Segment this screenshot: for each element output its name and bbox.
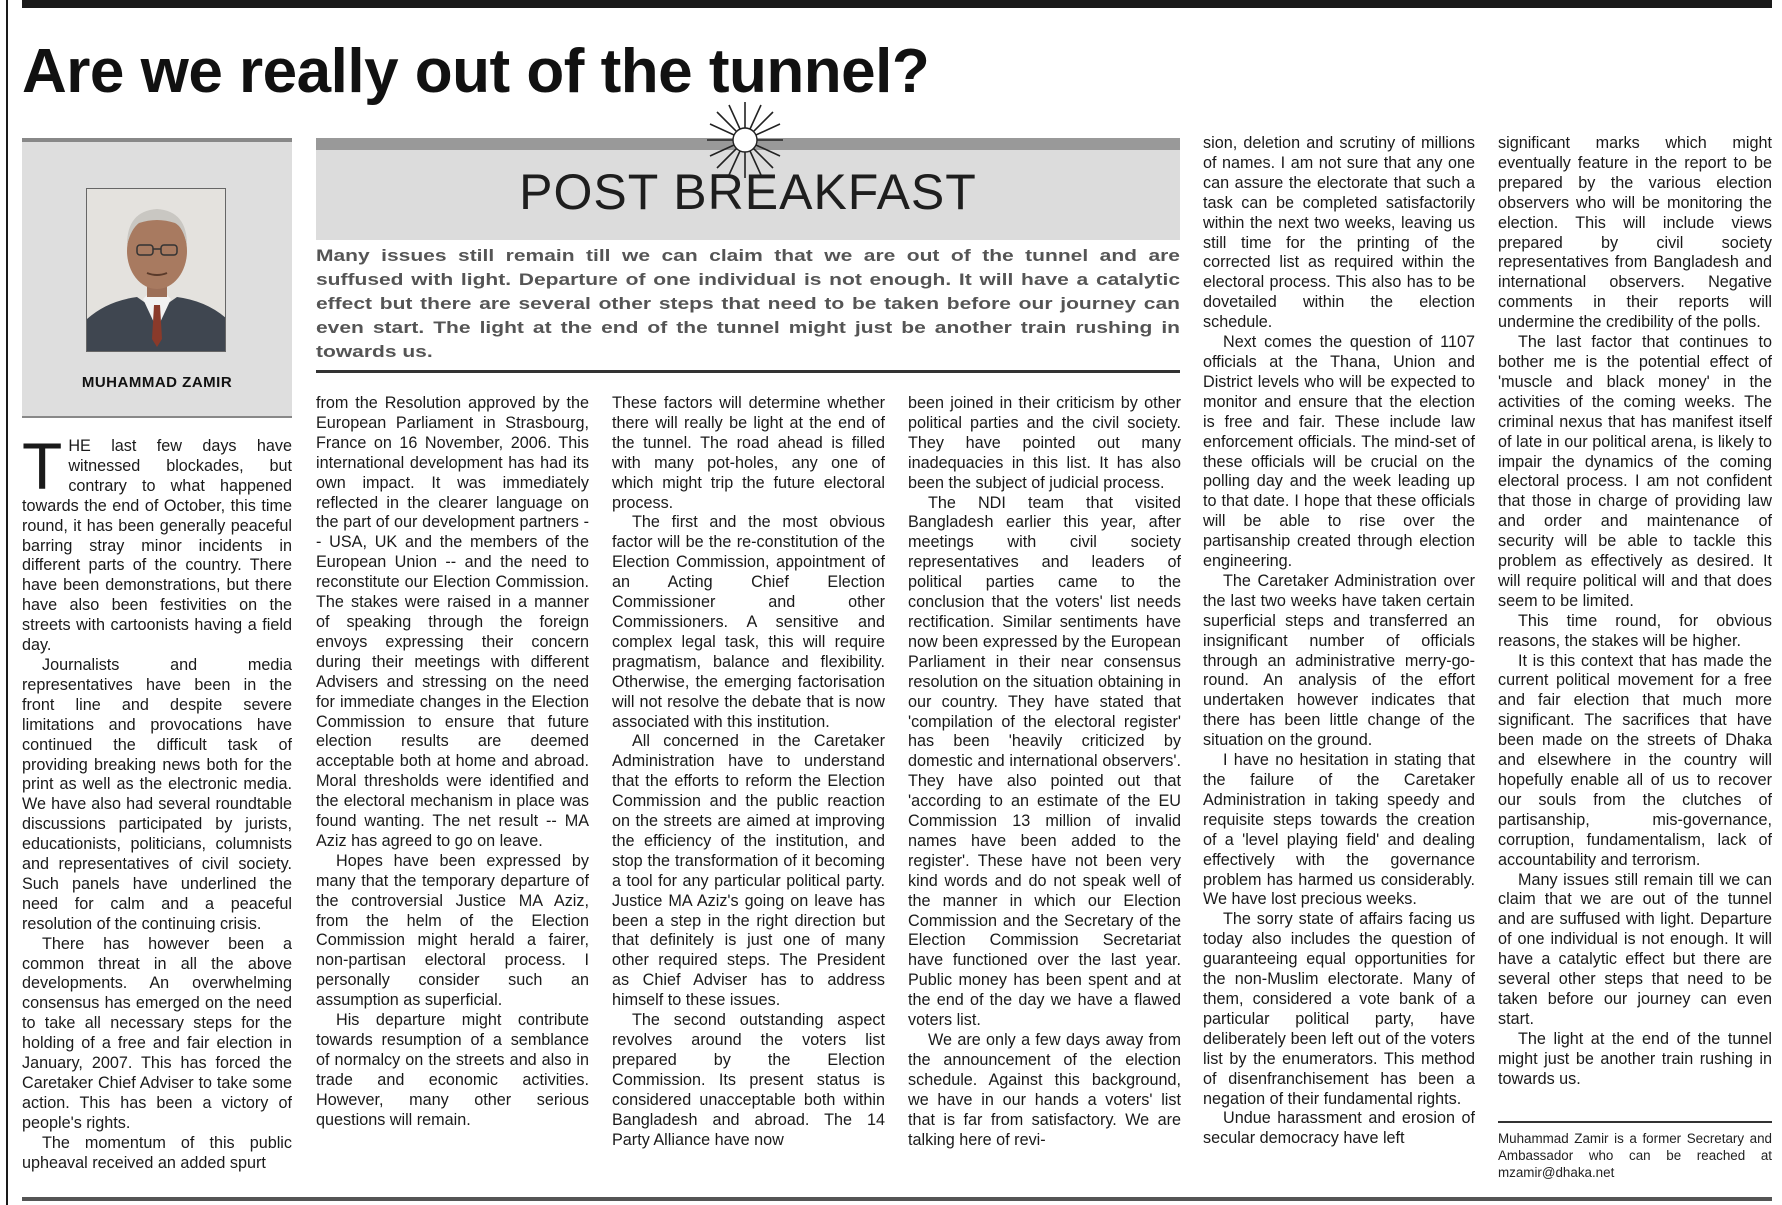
- article-paragraph: The momentum of this public upheaval received an added spurt: [22, 1133, 292, 1172]
- masthead-rule: [22, 0, 1772, 8]
- article-column-5: [1203, 134, 1475, 1189]
- article-paragraph: The first and the most obvious factor will be the re-constitution of the Election Commission, appointment of an Acting Chief Election Commissioner and other Commissioners. A sensitive and complex legal task, this will require pragmatism, balance and flexibility. Otherwise, the emerging factorisation will not resolve the debate that is now associated with this institution.: [612, 513, 885, 731]
- article-paragraph: We are only a few days away from the announcement of the election schedule. Against this background, we have in our hands a voters' list that is far from satisfactory. We are talking here of revi-: [908, 1031, 1181, 1149]
- article-paragraph: The sorry state of affairs facing us today also includes the question of guaranteeing equal opportunities for the non-Muslim electorate. Many of them, considered a vote bank of a particular political party, have deliberately been left out of the voters list by the enumerators. This method of disenfranchisement has been a negation of their fundamental rights.: [1203, 910, 1475, 1108]
- article-column-4: [908, 394, 1181, 1189]
- article-paragraph: Next comes the question of 1107 officials at the Thana, Union and District levels who will be expected to monitor and ensure that the election is free and fair. These include law enforcement officials. The mind-set of these officials will be crucial on the polling day and the week leading up to that date. I hope that these officials will be able to rise over the partisanship created through election engineering.: [1203, 333, 1475, 571]
- article-paragraph: I have no hesitation in stating that the failure of the Caretaker Administration in taking speedy and requisite steps towards the creation of a 'level playing field' and dealing effectively with the governance problem has harmed us considerably. We have lost precious weeks.: [1203, 751, 1475, 909]
- article-paragraph: The NDI team that visited Bangladesh earlier this year, after meetings with civil society representatives and leaders of political parties came to the conclusion that the voters' list needs rectification. Similar sentiments have now been expressed by the European Parliament in their near consensus resolution on the situation obtaining in our country. They have stated that 'compilation of the electoral register' has been 'heavily criticized by domestic and international observers'. They have also pointed out that 'according to an estimate of the EU Commission 13 million of invalid names have been added to the register'. These have not been very kind words and do not speak well of the manner in which our Election Commission and the Secretary of the Election Commission Secretariat have functioned over the last year. Public money has been spent and at the end of the day we have a flawed voters list.: [908, 493, 1181, 1030]
- author-bio: Muhammad Zamir is a former Secretary and Ambassador who can be reached at mzamir@dhaka.net: [1498, 1131, 1772, 1180]
- article-paragraph: The last factor that continues to bother me is the potential effect of 'muscle and black money' in the activities of the coming weeks. The criminal nexus that has manifest itself of late in our political arena, is likely to impair the dynamics of the coming electoral process. I am not confident that those in charge of providing law and order and maintenance of security will be able to tackle this problem as effectively as desired. It will require political will and that does seem to be limited.: [1498, 333, 1772, 610]
- article-column-2: [316, 394, 589, 1189]
- article-paragraph: from the Resolution approved by the European Parliament in Strasbourg, France on 16 November, 2006. This international development has had its own impact. It was immediately reflected in the clearer language on the part of our development partners -- USA, UK and the members of the European Union -- and the need to reconstitute our Election Commission. The stakes were raised in a manner of speaking through the foreign envoys expressing their concern during their meetings with different Advisers and stressing on the need for immediate changes in the Election Commission to ensure that future election results are deemed acceptable both at home and abroad. Moral thresholds were identified and the electoral mechanism in place was found wanting. The net result -- MA Aziz has agreed to go on leave.: [316, 394, 589, 850]
- article-paragraph: Undue harassment and erosion of secular democracy have left: [1203, 1109, 1475, 1148]
- deck-rule: [316, 370, 1180, 373]
- article-paragraph: All concerned in the Caretaker Administration have to understand that the efforts to reform the Election Commission and the public reaction on the streets are aimed at improving the efficiency of the institution, and stop the transformation of it becoming a tool for any particular political party. Justice MA Aziz's going on leave has been a step in the right direction but that definitely is just one of many other required steps. The President as Chief Adviser has to address himself to these issues.: [612, 732, 885, 1010]
- article-paragraph: This time round, for obvious reasons, the stakes will be higher.: [1498, 611, 1772, 650]
- deck-summary: Many issues still remain till we can claim that we are out of the tunnel and are suffused with light. Departure of one individual is not enough. It will have a catalytic effect but there are several other steps that need to be taken before our journey can even start. The light at the end of the tunnel might just be another train rushing in towards us.: [316, 246, 1180, 361]
- article-column-1: [22, 437, 292, 1189]
- article-column-3: [612, 394, 885, 1189]
- starburst-icon: [705, 100, 785, 180]
- article-paragraph: been joined in their criticism by other political parties and the civil society. They have pointed out many inadequacies in this list. It has also been the subject of judicial process.: [908, 394, 1181, 492]
- article-paragraph: Many issues still remain till we can claim that we are out of the tunnel and are suffused with light. Departure of one individual is not enough. It will have a catalytic effect but there are several other steps that need to be taken before our journey can even start.: [1498, 870, 1772, 1028]
- article-paragraph: Hopes have been expressed by many that the temporary departure of the controversial Justice MA Aziz, from the helm of the Election Commission might herald a fairer, non-partisan electoral process. I personally consider such an assumption as superficial.: [316, 851, 589, 1010]
- author-portrait-icon: [86, 188, 226, 352]
- article-paragraph: The second outstanding aspect revolves around the voters list prepared by the Election Commission. Its present status is considered unacceptable both within Bangladesh and abroad. The 14 Party Alliance have now: [612, 1011, 885, 1149]
- article-column-6: [1498, 134, 1772, 1134]
- author-byline: MUHAMMAD ZAMIR: [81, 374, 233, 391]
- author-box: [22, 138, 292, 418]
- page-bottom-rule: [22, 1197, 1772, 1201]
- page-left-rule: [6, 0, 8, 1205]
- article-paragraph: There has however been a common threat in all the above developments. An overwhelming consensus has emerged on the need to take all necessary steps for the holding of a free and fair election in January, 2007. This has forced the Caretaker Chief Adviser to take some action. This has been a victory of people's rights.: [22, 934, 292, 1132]
- drop-cap: T: [22, 437, 63, 503]
- article-paragraph: significant marks which might eventually feature in the report to be prepared by the various election observers who will be monitoring the election. This will include views prepared by civil society representatives from Bangladesh and international observers. Negative comments in their reports will undermine the credibility of the polls.: [1498, 134, 1772, 332]
- article-paragraph: sion, deletion and scrutiny of millions of names. I am not sure that any one can assure the electorate that such a task can be completed satisfactorily within the next two weeks, leaving us still time for the printing of the corrected list as required within the electoral process. This also has to be dovetailed within the election schedule.: [1203, 134, 1475, 332]
- column-banner-title: POST BREAKFAST: [519, 164, 977, 220]
- headline: Are we really out of the tunnel?: [22, 37, 930, 106]
- article-paragraph: It is this context that has made the current political movement for a free and fair election that much more significant. The sacrifices that have been made on the streets of Dhaka and elsewhere in the country will hopefully enable all of us to recover our souls from the clutches of partisanship, mis-governance, corruption, fundamentalism, lack of accountability and terrorism.: [1498, 651, 1772, 869]
- article-paragraph: His departure might contribute towards resumption of a semblance of normalcy on the streets and also in trade and economic activities. However, many other serious questions will remain.: [316, 1011, 589, 1129]
- article-paragraph: The Caretaker Administration over the last two weeks have taken certain superficial steps and transferred an insignificant number of officials through an administrative merry-go-round. An analysis of the effort undertaken however indicates that there has been little change of the situation on the ground.: [1203, 571, 1475, 750]
- article-paragraph: These factors will determine whether there will really be light at the end of the tunnel. The road ahead is filled with many pot-holes, any one of which might trip the future electoral process.: [612, 394, 885, 512]
- bio-rule: [1498, 1121, 1772, 1123]
- article-paragraph: The light at the end of the tunnel might just be another train rushing in towards us.: [1498, 1029, 1772, 1088]
- article-paragraph: THE last few days have witnessed blockades, but contrary to what happened towards the end of October, this time round, it has been generally peaceful barring stray minor incidents in different parts of the country. There have been demonstrations, but there have also been festivities on the streets with cartoonists having a field day.: [22, 437, 292, 655]
- article-paragraph: Journalists and media representatives have been in the front line and despite severe limitations and provocations have continued the difficult task of providing breaking news both for the print as well as the electronic media. We have also had several roundtable discussions participated by jurists, educationists, politicians, columnists and representatives of civil society. Such panels have underlined the need for calm and a peaceful resolution of the continuing crisis.: [22, 655, 292, 933]
